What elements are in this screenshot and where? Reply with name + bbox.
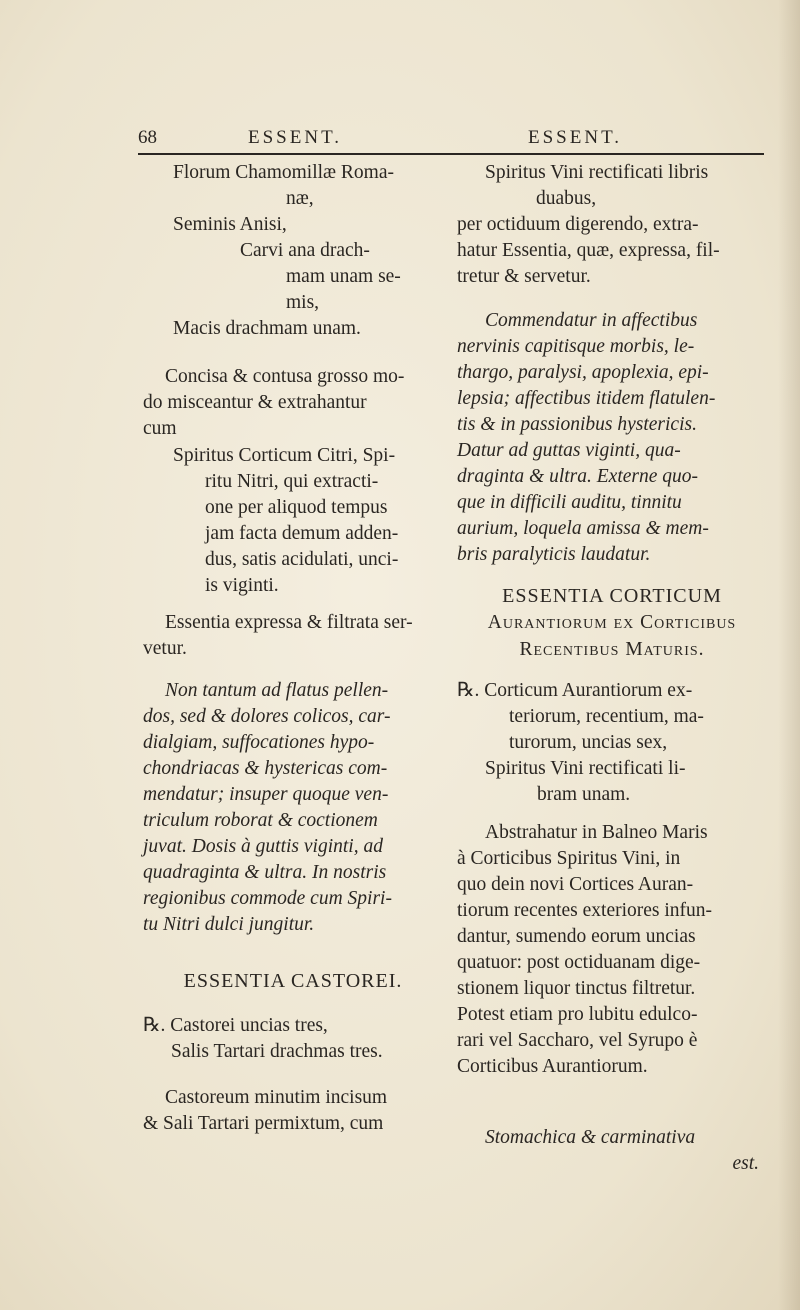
text-line: tiorum recentes exteriores infun-	[457, 900, 713, 921]
section-subheading-line1: Aurantiorum ex Corticibus	[487, 612, 737, 633]
text-line: Datur ad guttas viginti, qua-	[457, 440, 681, 461]
text-line: do misceantur & extrahantur	[143, 392, 367, 413]
text-line: Corticibus Aurantiorum.	[457, 1056, 648, 1077]
recipe-chamomile	[143, 160, 443, 342]
running-title-right: ESSENT.	[528, 127, 623, 148]
running-title-left: ESSENT.	[248, 127, 343, 148]
text-line: dantur, sumendo eorum uncias	[457, 926, 696, 947]
text-line: lepsia; affectibus itidem flatulen-	[457, 388, 716, 409]
paragraph-concisa	[143, 364, 443, 442]
running-head	[138, 127, 764, 153]
text-line: dialgiam, suffocationes hypo-	[143, 732, 375, 753]
recipe-line: Florum Chamomillæ Roma-	[173, 162, 395, 183]
paragraph-usage-italic	[143, 678, 443, 938]
text-line: hatur Essentia, quæ, expressa, fil-	[457, 240, 720, 261]
text-line: dus, satis acidulati, unci-	[205, 549, 399, 570]
paragraph-castoreum	[143, 1085, 443, 1137]
paragraph-servetur	[143, 610, 443, 662]
paragraph-stomachica-italic	[457, 1125, 767, 1177]
text-line: draginta & ultra. Externe quo-	[457, 466, 699, 487]
paragraph-spiritus-citri	[143, 443, 443, 599]
text-line: tu Nitri dulci jungitur.	[143, 914, 315, 935]
text-line: est.	[732, 1153, 759, 1174]
recipe-line: Salis Tartari drachmas tres.	[171, 1041, 383, 1062]
text-line: duabus,	[536, 188, 597, 209]
section-subheading-line2: Recentibus Maturis.	[519, 639, 705, 660]
paragraph-spiritus-vini	[457, 160, 767, 290]
text-line: dos, sed & dolores colicos, car-	[143, 706, 391, 727]
paragraph-commendatur-italic	[457, 308, 767, 568]
text-line: que in difficili auditu, tinnitu	[457, 492, 682, 513]
text-line: tis & in passionibus hystericis.	[457, 414, 697, 435]
text-line: rari vel Saccharo, vel Syrupo è	[457, 1030, 698, 1051]
text-line: vetur.	[143, 638, 187, 659]
recipe-line: Spiritus Vini rectificati li-	[485, 758, 686, 779]
recipe-line: turorum, uncias sex,	[509, 732, 668, 753]
text-line: chondriacas & hystericas com-	[143, 758, 388, 779]
page-number: 68	[138, 127, 157, 148]
text-line: aurium, loquela amissa & mem-	[457, 518, 709, 539]
header-rule	[138, 153, 764, 155]
text-line: stionem liquor tinctus filtretur.	[457, 978, 696, 999]
text-line: Spiritus Corticum Citri, Spi-	[173, 445, 396, 466]
text-line: per octiduum digerendo, extra-	[457, 214, 699, 235]
text-line: Stomachica & carminativa	[485, 1127, 696, 1148]
text-line: Essentia expressa & filtrata ser-	[165, 612, 413, 633]
text-line: Spiritus Vini rectificati libris	[485, 162, 709, 183]
text-line: ritu Nitri, qui extracti-	[205, 471, 379, 492]
text-line: Commendatur in affectibus	[485, 310, 698, 331]
text-line: quadraginta & ultra. In nostris	[143, 862, 387, 883]
text-line: one per aliquod tempus	[205, 497, 388, 518]
text-line: thargo, paralysi, apoplexia, epi-	[457, 362, 709, 383]
section-heading-corticum: ESSENTIA CORTICUM	[502, 585, 722, 607]
text-line: Castoreum minutim incisum	[165, 1087, 388, 1108]
recipe-line: næ,	[286, 188, 314, 209]
text-line: tretur & servetur.	[457, 266, 591, 287]
recipe-line: mam unam se-	[286, 266, 401, 287]
text-line: Potest etiam pro lubitu edulco-	[457, 1004, 698, 1025]
text-line: triculum roborat & coctionem	[143, 810, 378, 831]
text-line: mendatur; insuper quoque ven-	[143, 784, 389, 805]
recipe-line: teriorum, recentium, ma-	[509, 706, 704, 727]
recipe-line: bram unam.	[537, 784, 631, 805]
text-line: jam facta demum adden-	[205, 523, 399, 544]
text-line: nervinis capitisque morbis, le-	[457, 336, 695, 357]
text-line: juvat. Dosis à guttis viginti, ad	[143, 836, 383, 857]
recipe-line: ℞. Castorei uncias tres,	[143, 1015, 328, 1036]
paragraph-abstrahatur	[457, 820, 767, 1080]
section-heading-castorei: ESSENTIA CASTOREI.	[183, 970, 403, 992]
text-line: quo dein novi Cortices Auran-	[457, 874, 694, 895]
recipe-line: Seminis Anisi,	[173, 214, 287, 235]
text-line: quatuor: post octiduanam dige-	[457, 952, 701, 973]
text-line: & Sali Tartari permixtum, cum	[143, 1113, 384, 1134]
text-line: Concisa & contusa grosso mo-	[165, 366, 405, 387]
recipe-line: mis,	[286, 292, 320, 313]
page-spine-shadow	[778, 0, 800, 1310]
text-line: à Corticibus Spiritus Vini, in	[457, 848, 681, 869]
text-line: is viginti.	[205, 575, 279, 596]
text-line: Abstrahatur in Balneo Maris	[485, 822, 708, 843]
text-line: cum	[143, 418, 177, 439]
recipe-line: Macis drachmam unam.	[173, 318, 361, 339]
text-line: Non tantum ad flatus pellen-	[165, 680, 389, 701]
text-line: regionibus commode cum Spiri-	[143, 888, 392, 909]
recipe-castorei	[143, 1013, 443, 1065]
recipe-line: ℞. Corticum Aurantiorum ex-	[457, 680, 693, 701]
text-line: bris paralyticis laudatur.	[457, 544, 651, 565]
recipe-aurantiorum	[457, 678, 767, 808]
recipe-line: Carvi ana drach-	[240, 240, 370, 261]
